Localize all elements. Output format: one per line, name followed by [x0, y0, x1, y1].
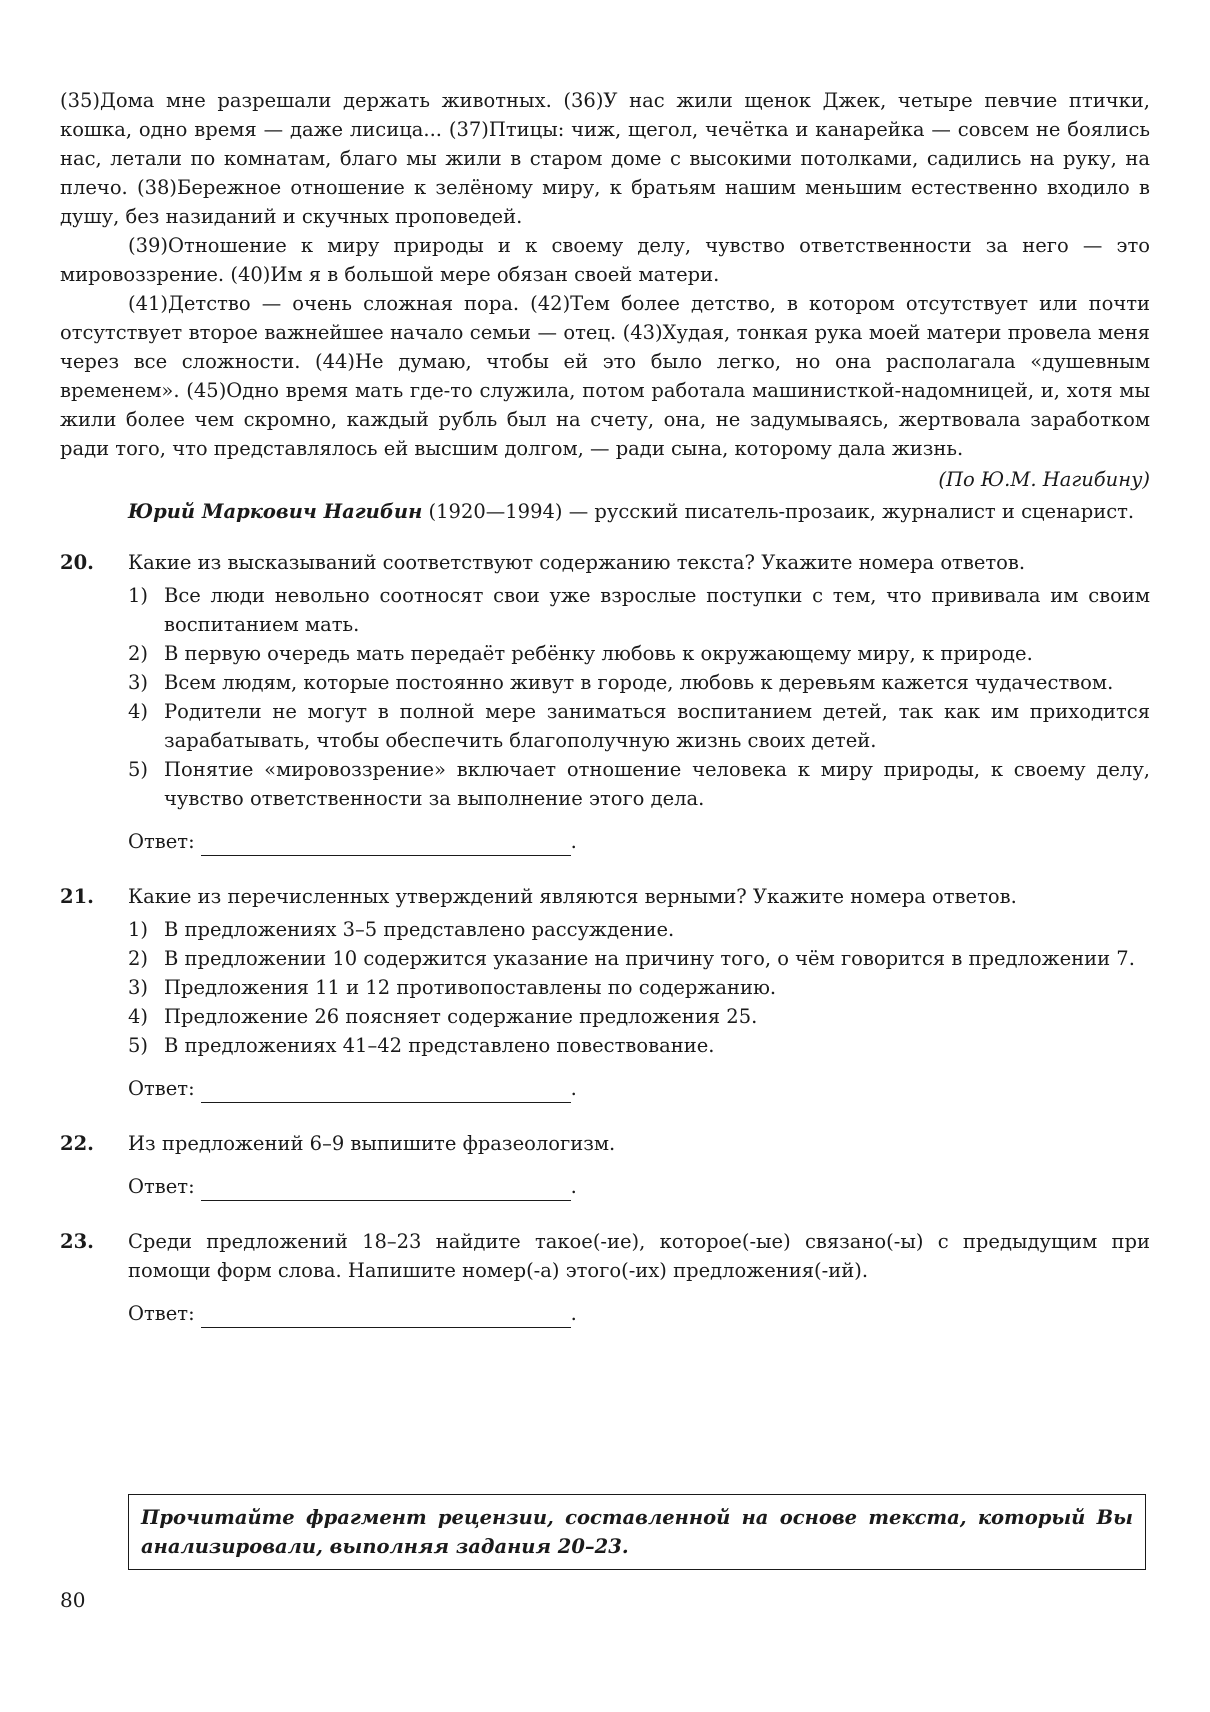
attribution: (По Ю.М. Нагибину)	[938, 468, 1150, 491]
option-item	[128, 639, 1150, 668]
option-number: 1)	[128, 918, 149, 941]
option-number: 4)	[128, 1005, 149, 1028]
option-number: 2)	[128, 947, 149, 970]
option-text: Предложение 26 поясняет содержание предложения 25.	[164, 1005, 758, 1028]
passage	[60, 86, 1150, 1328]
task-22	[60, 1129, 1150, 1201]
task-number: 22.	[60, 1132, 94, 1155]
option-text: В предложениях 3–5 представлено рассуждение.	[164, 918, 675, 941]
option-text: В первую очередь мать передаёт ребёнку любовь к окружающему миру, к природе.	[164, 642, 1033, 665]
answer-row: Ответ: .	[128, 1172, 1150, 1201]
passage-paragraph: (39)Отношение к миру природы и к своему делу, чувство ответственности за него — это мировоззрение. (40)Им я в большой мере обязан своей матери.	[60, 234, 1150, 286]
option-number: 1)	[128, 584, 149, 607]
option-text: Понятие «мировоззрение» включает отношение человека к миру природы, к своему делу, чувство ответственности за выполнение этого дела.	[164, 758, 1150, 810]
option-number: 2)	[128, 642, 149, 665]
task-number: 21.	[60, 885, 94, 908]
option-number: 3)	[128, 976, 149, 999]
answer-field[interactable]	[201, 1080, 571, 1103]
passage-paragraph: (41)Детство — очень сложная пора. (42)Тем более детство, в котором отсутствует или почти отсутствует второе важнейшее начало семьи — отец. (43)Худая, тонкая рука моей матери провела меня через все сложности. (44)Не думаю, чтобы ей это было легко, но она располагала «душевным временем». (45)Одно время мать где-то служила, потом работала машинисткой-надомницей, и, хотя мы жили более чем скромно, каждый рубль был на счету, она, не задумываясь, жертвовала заработком ради того, что представлялось ей высшим долгом, — ради сына, которому дала жизнь.	[60, 292, 1150, 460]
option-item	[128, 915, 1150, 944]
answer-row: Ответ: .	[128, 1074, 1150, 1103]
passage-paragraph: (35)Дома мне разрешали держать животных. (36)У нас жили щенок Джек, четыре певчие птички, кошка, одно время — даже лисица... (37)Птицы: чиж, щегол, чечётка и канарейка — совсем не боялись нас, летали по комнатам, благо мы жили в старом доме с высокими потолками, садились на руку, на плечо. (38)Бережное отношение к зелёному миру, к братьям нашим меньшим естественно входило в душу, без назиданий и скучных проповедей.	[60, 89, 1150, 228]
option-item	[128, 973, 1150, 1002]
answer-label: Ответ:	[128, 830, 195, 853]
answer-field[interactable]	[201, 1305, 571, 1328]
answer-row: Ответ: .	[128, 1299, 1150, 1328]
option-item	[128, 755, 1150, 813]
answer-label: Ответ:	[128, 1175, 195, 1198]
page-number: 80	[60, 1588, 86, 1612]
option-number: 3)	[128, 671, 149, 694]
instruction-box: Прочитайте фрагмент рецензии, составленной на основе текста, который Вы анализировали, выполняя задания 20–23.	[128, 1494, 1146, 1570]
task-number: 23.	[60, 1230, 94, 1253]
task-23	[60, 1227, 1150, 1328]
option-item	[128, 944, 1150, 973]
option-item	[128, 697, 1150, 755]
option-number: 5)	[128, 758, 149, 781]
options-list	[128, 915, 1150, 1060]
task-question: Какие из высказываний соответствуют содержанию текста? Укажите номера ответов.	[128, 551, 1026, 574]
option-item	[128, 1002, 1150, 1031]
option-item	[128, 581, 1150, 639]
task-question: Из предложений 6–9 выпишите фразеологизм.	[128, 1132, 616, 1155]
answer-label: Ответ:	[128, 1077, 195, 1100]
option-text: В предложении 10 содержится указание на причину того, о чём говорится в предложении 7.	[164, 947, 1135, 970]
option-number: 4)	[128, 700, 149, 723]
task-20	[60, 548, 1150, 856]
option-text: Все люди невольно соотносят свои уже взрослые поступки с тем, что прививала им своим воспитанием мать.	[164, 584, 1150, 636]
task-21	[60, 882, 1150, 1103]
answer-label: Ответ:	[128, 1302, 195, 1325]
option-text: Всем людям, которые постоянно живут в городе, любовь к деревьям кажется чудачеством.	[164, 671, 1114, 694]
answer-field[interactable]	[201, 833, 571, 856]
option-text: Предложения 11 и 12 противопоставлены по содержанию.	[164, 976, 777, 999]
author-bio	[60, 497, 1150, 526]
answer-row: Ответ: .	[128, 827, 1150, 856]
option-number: 5)	[128, 1034, 149, 1057]
option-item	[128, 1031, 1150, 1060]
author-name: Юрий Маркович Нагибин	[128, 500, 423, 523]
task-question: Какие из перечисленных утверждений являются верными? Укажите номера ответов.	[128, 885, 1017, 908]
task-number: 20.	[60, 551, 94, 574]
option-text: Родители не могут в полной мере заниматься воспитанием детей, так как им приходится зарабатывать, чтобы обеспечить благополучную жизнь своих детей.	[164, 700, 1150, 752]
answer-field[interactable]	[201, 1178, 571, 1201]
options-list	[128, 581, 1150, 813]
option-text: В предложениях 41–42 представлено повествование.	[164, 1034, 715, 1057]
author-bio-text: (1920—1994) — русский писатель-прозаик, журналист и сценарист.	[422, 500, 1135, 523]
task-question: Среди предложений 18–23 найдите такое(-ие), которое(-ые) связано(-ы) с предыдущим при помощи форм слова. Напишите номер(-а) этого(-их) предложения(-ий).	[128, 1230, 1150, 1282]
option-item	[128, 668, 1150, 697]
